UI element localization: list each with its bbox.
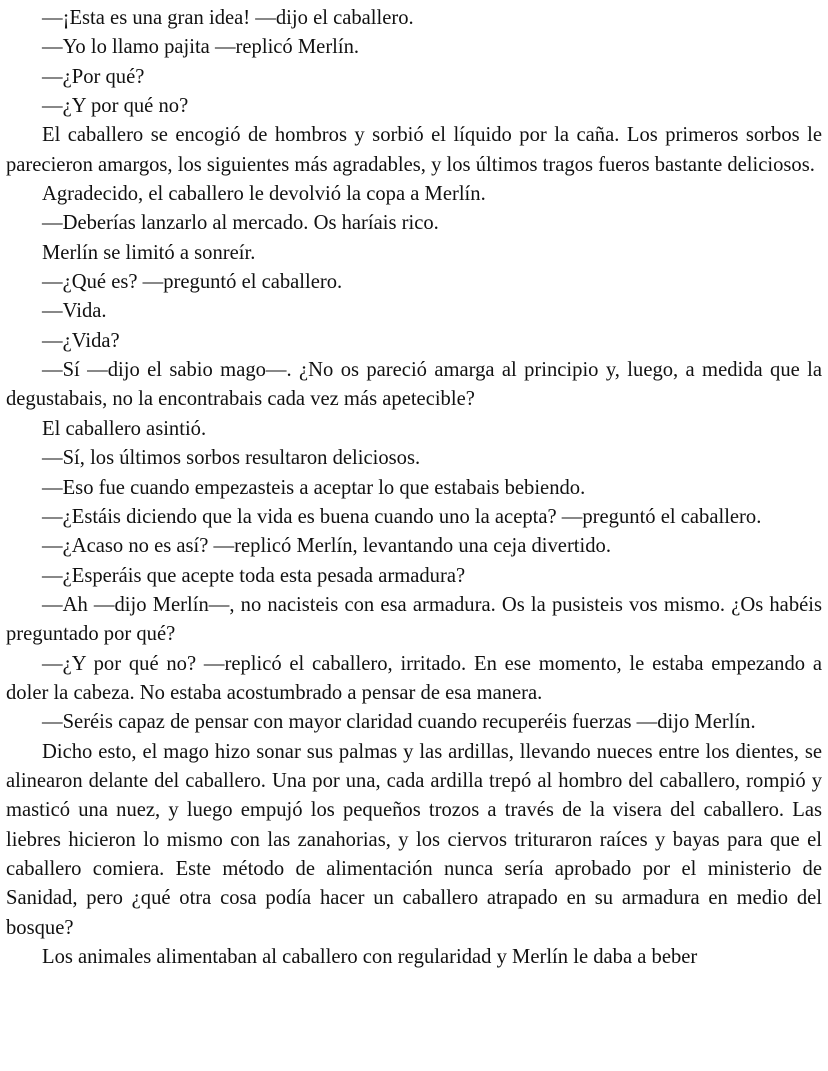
paragraph: El caballero asintió. (42, 417, 207, 440)
paragraph: El caballero se encogió de hombros y sorbió el líquido por la caña. Los primeros sorbos le parecieron amargos, los siguientes más agradables, y los últimos tragos fueros bastante deliciosos. (6, 124, 822, 176)
paragraph: —Yo lo llamo pajita —replicó Merlín. (42, 36, 360, 59)
paragraph: —¿Vida? (42, 329, 120, 352)
paragraph: —Eso fue cuando empezasteis a aceptar lo que estabais bebiendo. (42, 476, 586, 499)
paragraph: —¿Por qué? (42, 65, 145, 88)
paragraph: Merlín se limitó a sonreír. (42, 241, 256, 264)
paragraph: —Seréis capaz de pensar con mayor claridad cuando recuperéis fuerzas —dijo Merlín. (42, 711, 756, 734)
paragraph: Dicho esto, el mago hizo sonar sus palmas y las ardillas, llevando nueces entre los dientes, se alinearon delante del caballero. Una por una, cada ardilla trepó al hombro del caballero, rompió y masticó una nuez, y luego empujó los pequeños trozos a través de la visera del caballero. Las liebres hicieron lo mismo con las zanahorias, y los ciervos trituraron raíces y bayas para que el caballero comiera. Este método de alimentación nunca sería aprobado por el ministerio de Sanidad, pero ¿qué otra cosa podía hacer un caballero atrapado en su armadura en medio del bosque? (6, 740, 822, 939)
paragraph: Agradecido, el caballero le devolvió la copa a Merlín. (42, 183, 486, 206)
paragraph: —¿Acaso no es así? —replicó Merlín, levantando una ceja divertido. (42, 535, 611, 558)
paragraph: —¿Esperáis que acepte toda esta pesada armadura? (42, 564, 466, 587)
paragraph: —¿Estáis diciendo que la vida es buena cuando uno la acepta? —preguntó el caballero. (42, 505, 762, 528)
paragraph: —¡Esta es una gran idea! —dijo el caballero. (42, 7, 414, 29)
paragraph: —Deberías lanzarlo al mercado. Os haríais rico. (42, 212, 439, 235)
paragraph: —¿Qué es? —preguntó el caballero. (42, 271, 343, 294)
paragraph: —¿Y por qué no? (42, 95, 189, 118)
paragraph: —Sí, los últimos sorbos resultaron deliciosos. (42, 447, 421, 470)
paragraph: —Ah —dijo Merlín—, no nacisteis con esa armadura. Os la pusisteis vos mismo. ¿Os habéis preguntado por qué? (6, 593, 822, 646)
paragraph: —¿Y por qué no? —replicó el caballero, irritado. En ese momento, le estaba empezando a doler la cabeza. No estaba acostumbrado a pensar de esa manera. (6, 652, 822, 704)
paragraph: —Sí —dijo el sabio mago—. ¿No os pareció amarga al principio y, luego, a medida que la degustabais, no la encontrabais cada vez más apetecible? (6, 359, 822, 411)
paragraph: Los animales alimentaban al caballero con regularidad y Merlín le daba a beber (42, 946, 698, 968)
paragraph: —Vida. (42, 300, 107, 323)
